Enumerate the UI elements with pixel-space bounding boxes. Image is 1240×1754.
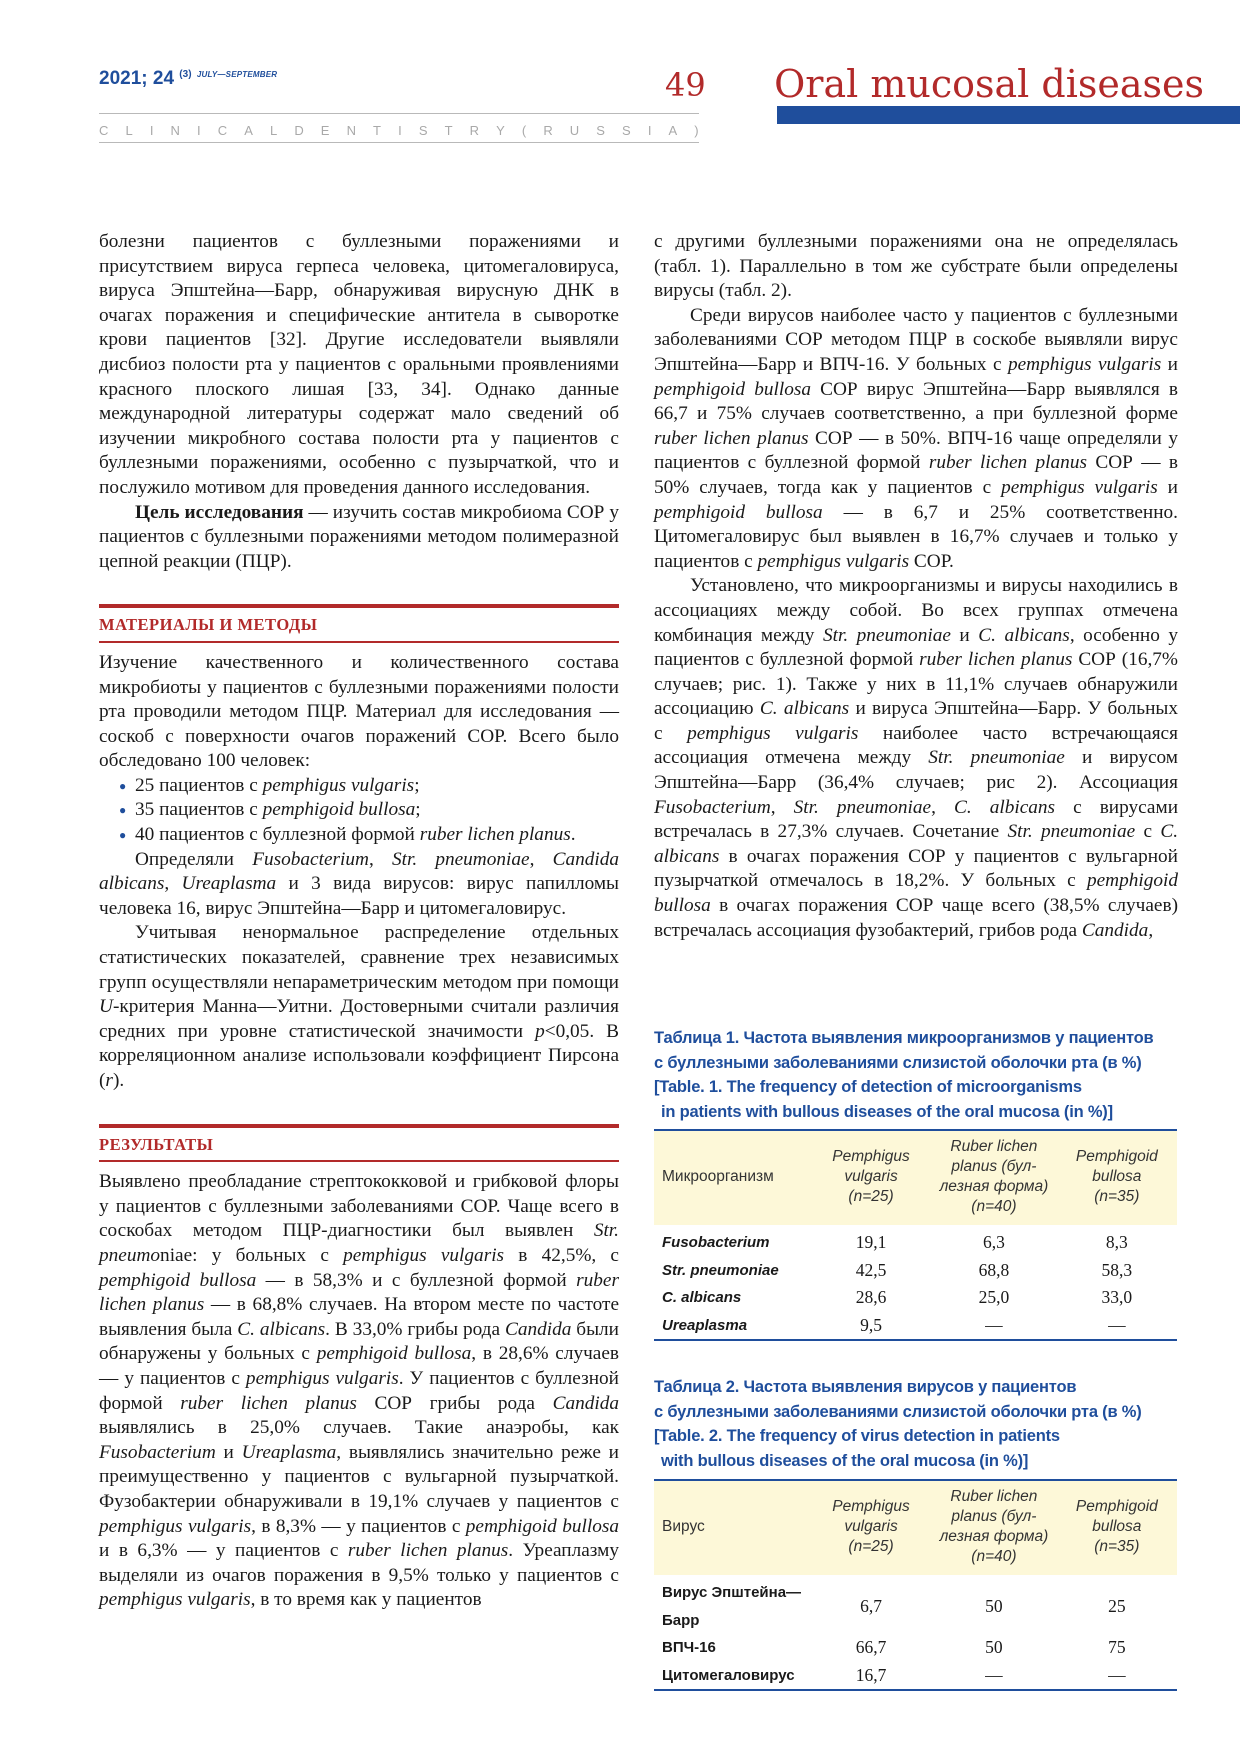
section-color-bar [777,106,1240,124]
table-header-row [654,1480,1177,1575]
methods-paragraph: Изучение качественного и количественного состава микробиоты у пациентов с буллезными поражениями полости рта проводили методом ПЦР. Материал для исследования — соскоб с поверхности очагов поражений СОР. Всего было обследовано 100 человек: [99,651,619,772]
table-row: Цитомегаловирус 16,7 — — [662,1664,1126,1685]
left-column [99,230,619,1613]
section-title: Oral mucosal diseases [774,62,1204,106]
viruses-paragraph: Среди вирусов наиболее часто у пациентов с буллезными заболеваниями СОР методом ПЦР в соскобе выявляли вирус Эпштейна—Барр и ВПЧ-16. У больных с pemphigus vulgaris и pemphigoid bullosa СОР вирус Эпштейна—Барр выявлялся в 66,7 и 75% случаев соответственно, а при буллезной форме ruber lichen planus СОР — в 50%. ВПЧ-16 чаще определяли у пациентов с буллезной формой ruber lichen planus СОР — в 50% случаев, тогда как у пациентов с pemphigus vulgaris и pemphigoid bullosa — в 6,7 и 25% соответственно. Цитомегаловирус был выявлен в 16,7% случаев и только у пациентов с pemphigus vulgaris СОР. [654,304,1179,572]
page-number: 49 [665,66,706,104]
continuation-paragraph: с другими буллезными поражениями она не определялась (табл. 1). Параллельно в том же субстрате были определены вирусы (табл. 2). [654,231,1178,302]
table-row: Ureaplasma 9,5 — — [662,1314,1126,1335]
table-header-cell: Ruber lichen planus (бул- лезная форма) (n=40) [939,1138,1049,1215]
journal-name: C L I N I C A L D E N T I S T R Y ( R U S S I A ) [99,123,699,138]
table1-caption: Таблица 1. Частота выявления микроорганизмов у пациентов с буллезными заболеваниями слизистой оболочки рта (в %) [Table. 1. The frequency of detection of microorganisms in patients with bullous diseases of the oral mucosa (in %)] [654,1029,1154,1121]
table-header-cell: Pemphigus vulgaris (n=25) [832,1148,910,1205]
table-header-row [654,1130,1177,1225]
table-header-cell: Вирус [662,1518,705,1535]
table-header-cell: Pemphigus vulgaris (n=25) [832,1498,910,1555]
header-rule-bottom [99,142,699,143]
results-heading: РЕЗУЛЬТАТЫ [99,1124,619,1163]
table-row: C. albicans 28,6 25,0 33,0 [662,1287,1133,1307]
table-header-cell: Pemphigoid bullosa (n=35) [1075,1148,1158,1205]
table-header-cell: Ruber lichen planus (бул- лезная форма) (n=40) [939,1488,1049,1565]
right-column [654,230,1178,943]
intro-paragraph: болезни пациентов с буллезными поражениями и присутствием вируса герпеса человека, цитомегаловируса, вируса Эпштейна—Барр, обнаруживая вирусную ДНК в очагах поражения и специфические антитела в сыворотке крови пациентов [32]. Другие исследователи выявляли дисбиоз полости рта у пациентов с оральными проявлениями красного плоского лишая [33, 34]. Однако данные международной литературы содержат мало сведений об изучении микробного состава полости рта у пациентов с буллезными поражениями, особенно с пузырчаткой, что и послужило мотивом для проведения данного исследования. [99,231,619,498]
table-row: ВПЧ-16 66,7 50 75 [662,1637,1126,1657]
aim-paragraph: Цель исследования — изучить состав микробиома СОР у пациентов с буллезными поражениями методом полимеразной цепной реакции (ПЦР). [99,501,619,572]
patient-groups-list [99,774,619,848]
table-row: Str. pneumoniae 42,5 68,8 58,3 [662,1259,1133,1280]
methods-statistics-paragraph: Учитывая ненормальное распределение отдельных статистических показателей, сравнение трех независимых групп осуществляли непараметрическим методом при помощи U-критерия Манна—Уитни. Достоверными считали различия средних при уровне статистической значимости p<0,05. В корреляционном анализе использовали коэффициент Пирсона (r). [99,922,619,1091]
header-rule-top [99,113,699,114]
table-row: Fusobacterium 19,1 6,3 8,3 [662,1232,1128,1252]
results-paragraph: Выявлено преобладание стрептококковой и грибковой флоры у пациентов с буллезными заболеваниями СОР. Чаще всего в соскобах методом ПЦР-диагностики был выявлен Str. pneumoniae: у больных с pemphigus vulgaris в 42,5%, с pemphigoid bullosa — в 58,3% и с буллезной формой ruber lichen planus — в 68,8% случаев. На втором месте по частоте выявления была C. albicans. В 33,0% грибы рода Candida были обнаружены у больных с pemphigoid bullosa, в 28,6% случаев — у пациентов с pemphigus vulgaris. У пациентов с буллезной формой ruber lichen planus СОР грибы рода Candida выявлялись в 25,0% случаев. Такие анаэробы, как Fusobacterium и Ureaplasma, выявлялись значительно реже и преимущественно у пациентов с вульгарной пузырчаткой. Фузобактерии обнаруживали в 19,1% случаев у пациентов с pemphigus vulgaris, в 8,3% — у пациентов с pemphigoid bullosa и в 6,3% — у пациентов с ruber lichen planus. Уреаплазму выделяли из очагов поражения в 9,5% только у пациентов с pemphigus vulgaris, в то время как у пациентов [99,1171,620,1611]
journal-issue: 2021; 24 $^{(3)}$ $^{JULY—SEPTEMBER}$ [99,68,278,89]
table2-caption: Таблица 2. Частота выявления вирусов у пациентов с буллезными заболеваниями слизистой оболочки рта (в %) [Table. 2. The frequency of virus detection in patients with bullous diseases of the oral mucosa (in %)] [654,1378,1142,1470]
list-item: ● 40 пациентов с буллезной формой ruber lichen planus. [119,823,619,848]
table1 [654,1129,1177,1341]
methods-pathogens-paragraph: Определяли Fusobacterium, Str. pneumoniae, Candida albicans, Ureaplasma и 3 вида вирусов: вирус папилломы человека 16, вирус Эпштейна—Барр и цитомегаловирус. [99,848,620,919]
list-item: ● 35 пациентов с pemphigoid bullosa; [119,798,619,823]
methods-heading: МАТЕРИАЛЫ И МЕТОДЫ [99,604,619,643]
table-row: Вирус Эпштейна—Барр 6,7 50 25 [662,1584,1126,1629]
list-item: ● 25 пациентов с pemphigus vulgaris; [119,774,619,799]
table2 [654,1479,1177,1691]
table-header-cell: Микроорганизм [662,1168,774,1185]
table-header-cell: Pemphigoid bullosa (n=35) [1075,1498,1158,1555]
associations-paragraph: Установлено, что микроорганизмы и вирусы находились в ассоциациях между собой. Во всех группах отмечена комбинация между Str. pneumoniae и C. albicans, особенно у пациентов с буллезной формой ruber lichen planus СОР (16,7% случаев; рис. 1). Также у них в 11,1% случаев обнаружили ассоциацию C. albicans и вируса Эпштейна—Барр. У больных с pemphigus vulgaris наиболее часто встречающаяся ассоциация отмечена между Str. pneumoniae и вирусом Эпштейна—Барр (36,4% случаев; рис 2). Ассоциация Fusobacterium, Str. pneumoniae, C. albicans с вирусами встречалась в 27,3% случаев. Сочетание Str. pneumoniae с C. albicans в очагах поражения СОР у пациентов с вульгарной пузырчаткой отмечалось в 18,2%. У больных с pemphigoid bullosa в очагах поражения СОР чаще всего (38,5% случаев) встречалась ассоциация фузобактерий, грибов рода Candida, [654,575,1179,941]
